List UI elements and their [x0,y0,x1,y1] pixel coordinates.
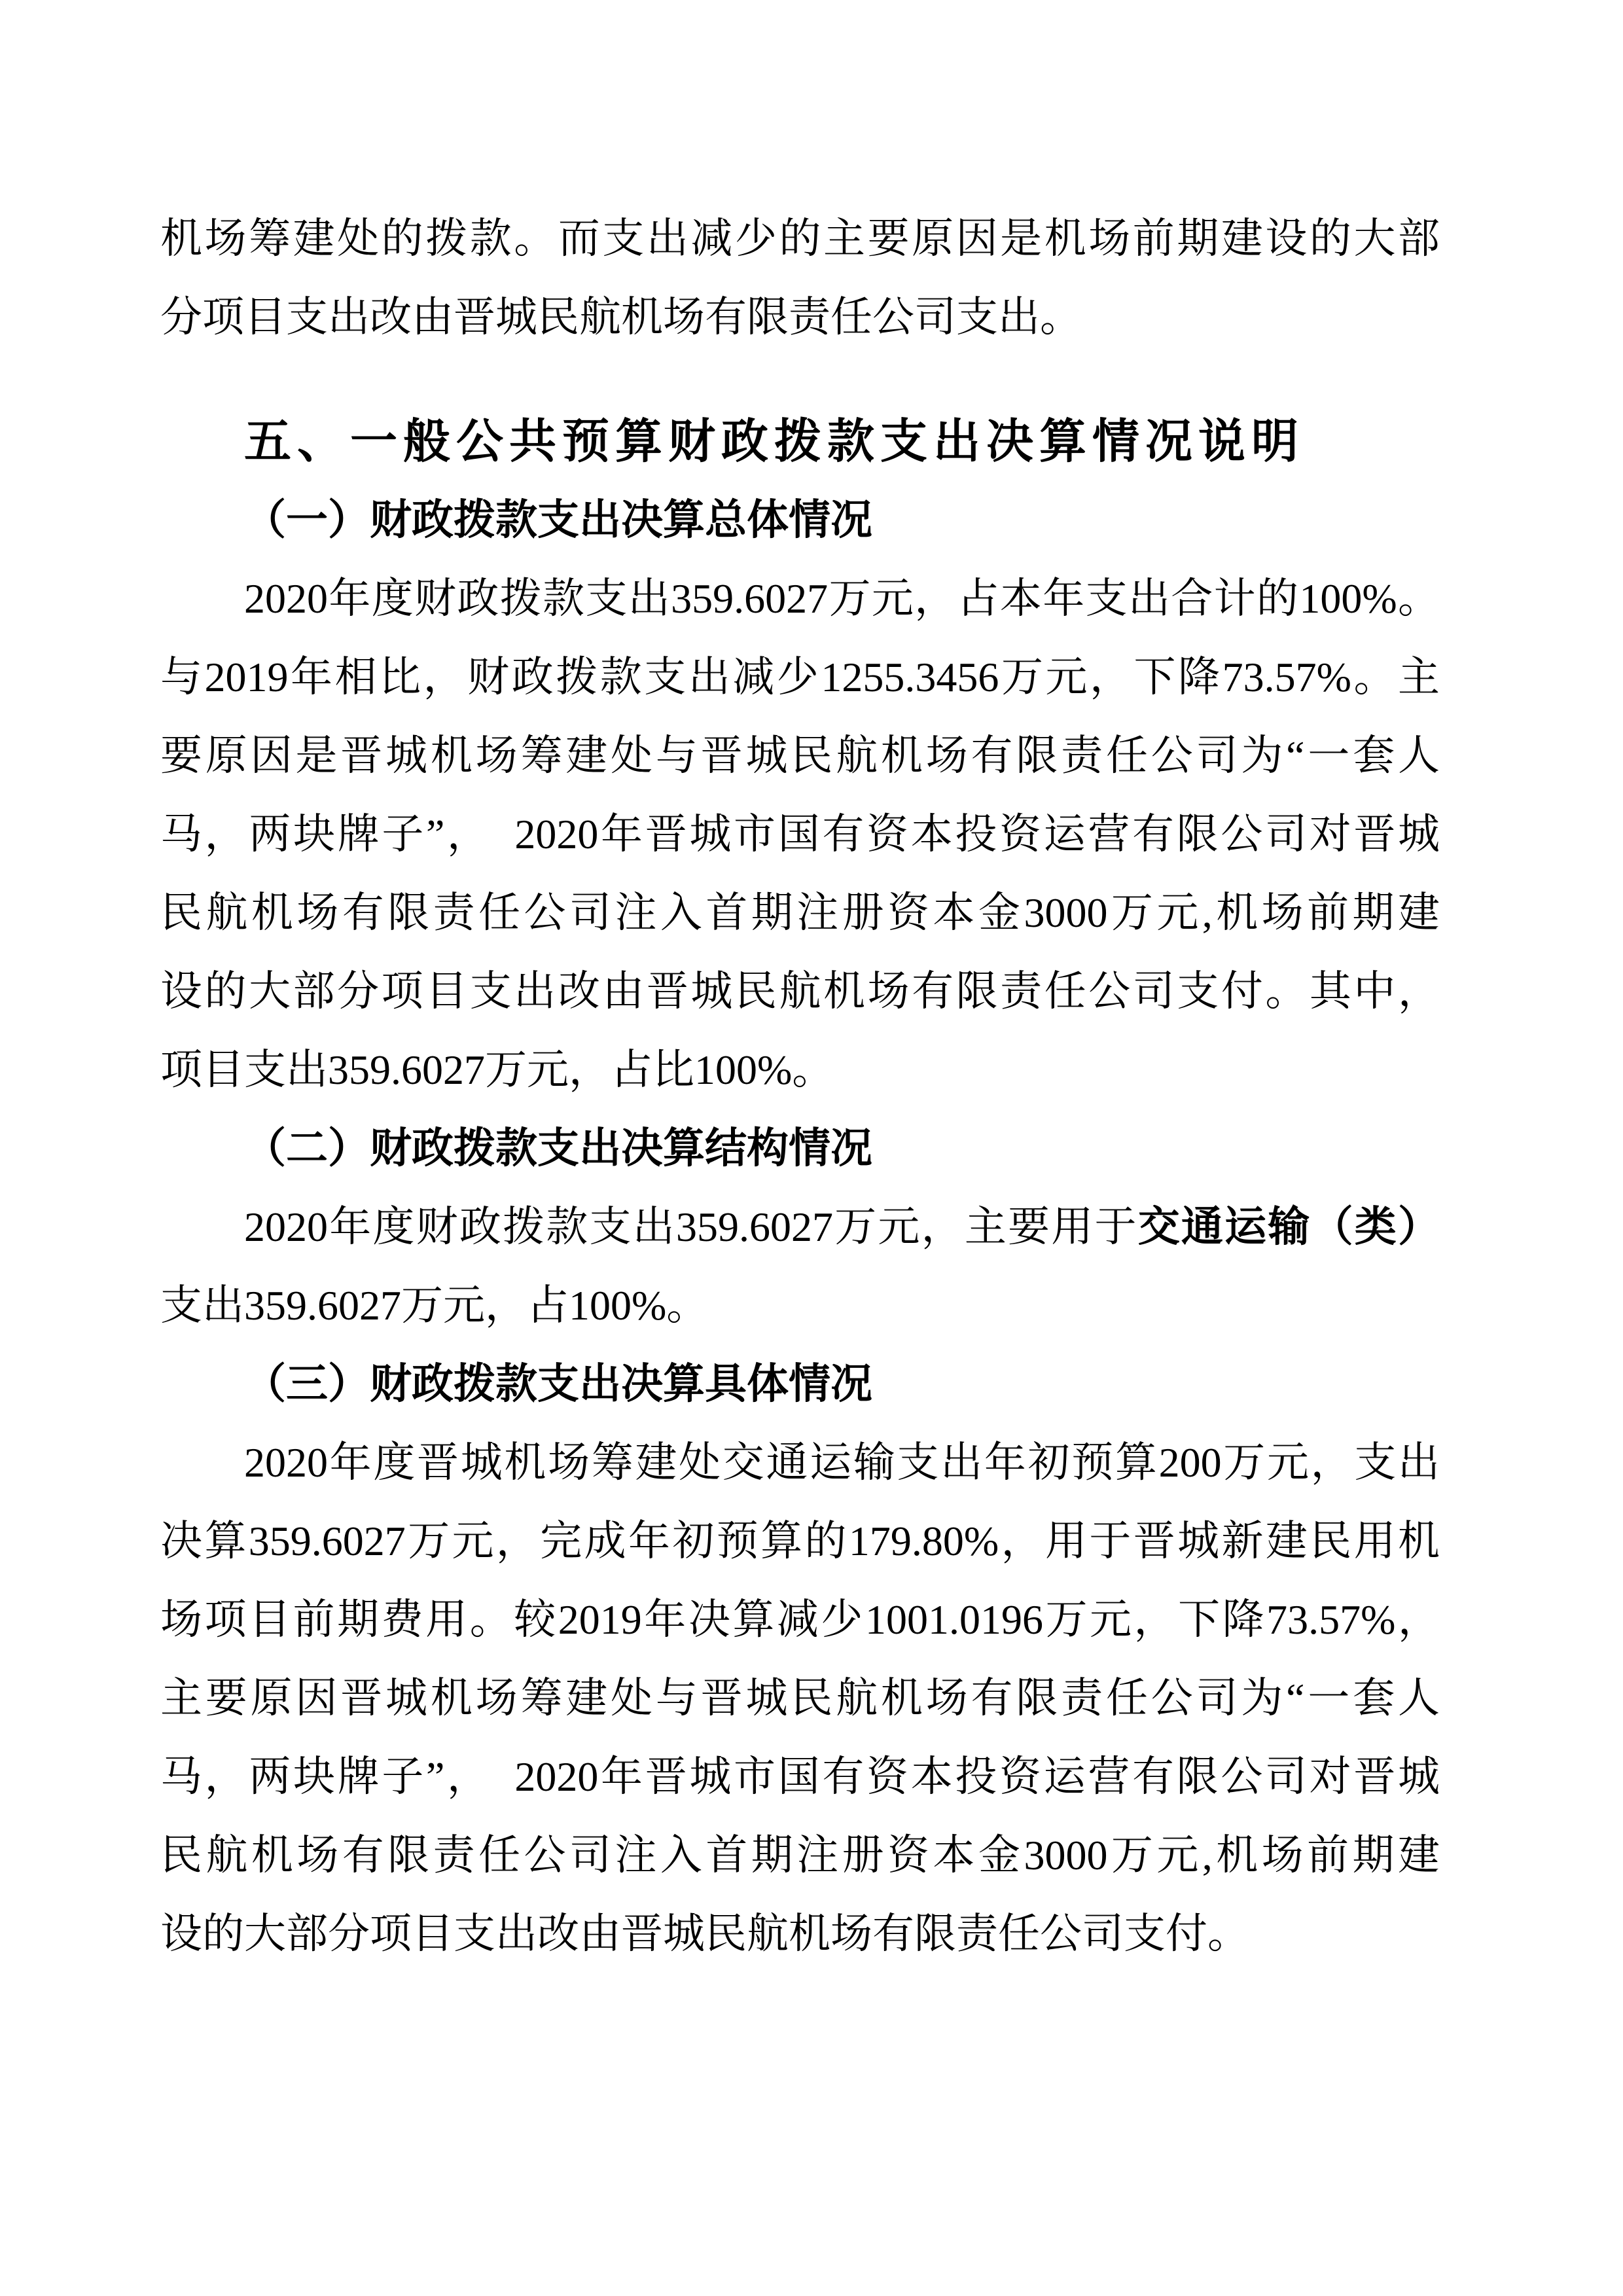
paragraph-line [160,638,1440,717]
paragraph-line [160,1031,1440,1109]
text-segment: 项目支出359.6027万元，占比100%。 [160,1047,834,1093]
text-segment: 2020年度财政拨款支出359.6027万元，占本年支出合计的100%。 [244,575,1440,622]
paragraph-line [160,1895,1440,1973]
text-segment: 要原因是晋城机场筹建处与晋城民航机场有限责任公司为“一套人 [160,732,1440,779]
text-segment: 机场筹建处的拨款。而支出减少的主要原因是机场前期建设的大部 [160,215,1440,262]
paragraph-line [160,717,1440,795]
text-segment: 决算359.6027万元，完成年初预算的179.80%，用于晋城新建民用机 [160,1518,1440,1564]
emphasized-text: （一）财政拨款支出决算总体情况 [244,497,872,543]
paragraph-line [160,1502,1440,1581]
paragraph-line [160,1424,1440,1502]
text-segment: 民航机场有限责任公司注入首期注册资本金3000万元,机场前期建 [160,889,1440,936]
section-heading [160,403,1440,481]
text-segment: 与2019年相比，财政拨款支出减少1255.3456万元，下降73.57%。主 [160,654,1440,700]
paragraph-line [160,1659,1440,1738]
emphasized-text: 交通运输（类） [1137,1204,1440,1250]
emphasized-text: （二）财政拨款支出决算结构情况 [244,1125,872,1172]
paragraph-line [160,278,1440,357]
text-segment: 分项目支出改由晋城民航机场有限责任公司支出。 [160,294,1082,340]
emphasized-text: （三）财政拨款支出决算具体情况 [244,1361,872,1407]
paragraph-line [160,1816,1440,1895]
text-segment: 设的大部分项目支出改由晋城民航机场有限责任公司支付。其中， [160,968,1440,1014]
paragraph-line [160,874,1440,952]
text-segment: 2020年度财政拨款支出359.6027万元，主要用于 [244,1204,1138,1250]
emphasized-text: 五、一般公共预算财政拨款支出决算情况说明 [244,416,1305,468]
paragraph-line [160,952,1440,1031]
subsection-heading [160,1109,1440,1188]
text-segment: 设的大部分项目支出改由晋城民航机场有限责任公司支付。 [160,1910,1249,1957]
text-segment: 支出359.6027万元，占100%。 [160,1282,709,1329]
paragraph-line [160,1581,1440,1659]
text-segment: 马，两块牌子”， 2020年晋城市国有资本投资运营有限公司对晋城 [160,1753,1440,1800]
paragraph-line [160,1738,1440,1816]
text-segment: 民航机场有限责任公司注入首期注册资本金3000万元,机场前期建 [160,1832,1440,1878]
paragraph-line [160,200,1440,278]
paragraph-line [160,560,1440,638]
document-content [160,200,1440,1973]
text-segment: 2020年度晋城机场筹建处交通运输支出年初预算200万元，支出 [244,1439,1440,1486]
paragraph-line [160,1266,1440,1345]
text-segment: 场项目前期费用。较2019年决算减少1001.0196万元，下降73.57%， [160,1596,1440,1643]
paragraph-line [160,795,1440,874]
paragraph-line [160,1188,1440,1266]
text-segment: 马，两块牌子”， 2020年晋城市国有资本投资运营有限公司对晋城 [160,811,1440,857]
subsection-heading [160,481,1440,560]
text-segment: 主要原因晋城机场筹建处与晋城民航机场有限责任公司为“一套人 [160,1675,1440,1721]
subsection-heading [160,1345,1440,1424]
